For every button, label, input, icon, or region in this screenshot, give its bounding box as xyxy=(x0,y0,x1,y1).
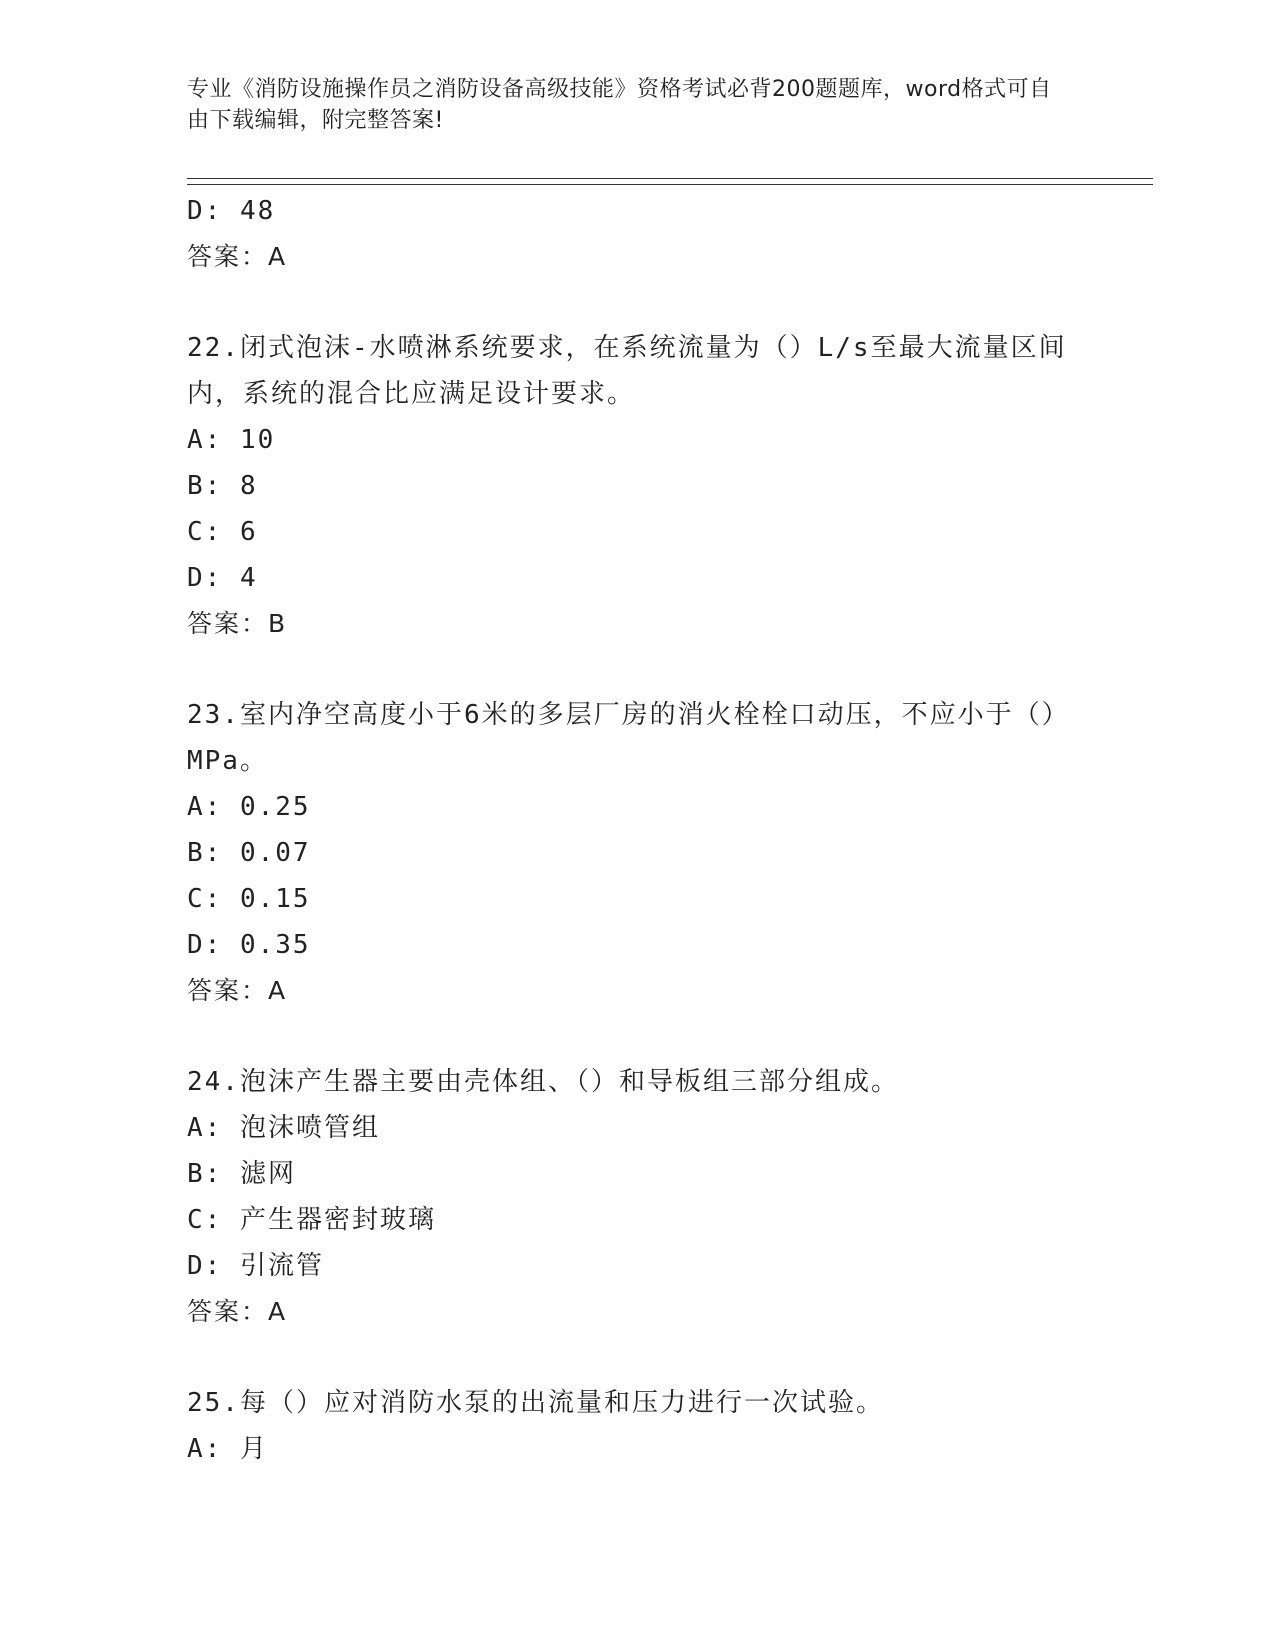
header-divider-top xyxy=(187,178,1153,179)
option-c: C: 0.15 xyxy=(187,884,311,914)
header-divider-bottom xyxy=(187,184,1153,185)
option-b: B: 0.07 xyxy=(187,838,311,868)
answer-line: 答案：A xyxy=(187,1297,288,1326)
answer-line: 答案：A xyxy=(187,976,288,1005)
option-d: D: 引流管 xyxy=(187,1251,324,1281)
question-list xyxy=(187,188,1087,1472)
question-25 xyxy=(187,1380,1087,1472)
question-stem: 22.闭式泡沫-水喷淋系统要求，在系统流量为（）L/s至最大流量区间内，系统的混合比应满足设计要求。 xyxy=(187,333,1067,409)
question-22 xyxy=(187,325,1087,647)
option-b: B: 8 xyxy=(187,471,258,501)
option-a: A: 0.25 xyxy=(187,792,311,822)
option-c: C: 产生器密封玻璃 xyxy=(187,1205,436,1235)
document-header: 专业《消防设施操作员之消防设备高级技能》资格考试必背200题题库，word格式可自由下载编辑，附完整答案! xyxy=(187,77,1052,133)
answer-line: 答案：A xyxy=(187,242,288,271)
question-24 xyxy=(187,1059,1087,1335)
question-23 xyxy=(187,692,1087,1014)
question-stem: 23.室内净空高度小于6米的多层厂房的消火栓栓口动压，不应小于（）MPa。 xyxy=(187,700,1070,776)
question-stem: 24.泡沫产生器主要由壳体组、（）和导板组三部分组成。 xyxy=(187,1067,899,1097)
option-c: C: 6 xyxy=(187,517,258,547)
option-a: A: 10 xyxy=(187,425,276,455)
option-d: D: 48 xyxy=(187,196,276,226)
option-a: A: 泡沫喷管组 xyxy=(187,1113,380,1143)
question-stem: 25.每（）应对消防水泵的出流量和压力进行一次试验。 xyxy=(187,1388,884,1418)
option-d: D: 0.35 xyxy=(187,930,311,960)
option-a: A: 月 xyxy=(187,1434,268,1464)
option-b: B: 滤网 xyxy=(187,1159,296,1189)
answer-line: 答案：B xyxy=(187,609,288,638)
option-d: D: 4 xyxy=(187,563,258,593)
